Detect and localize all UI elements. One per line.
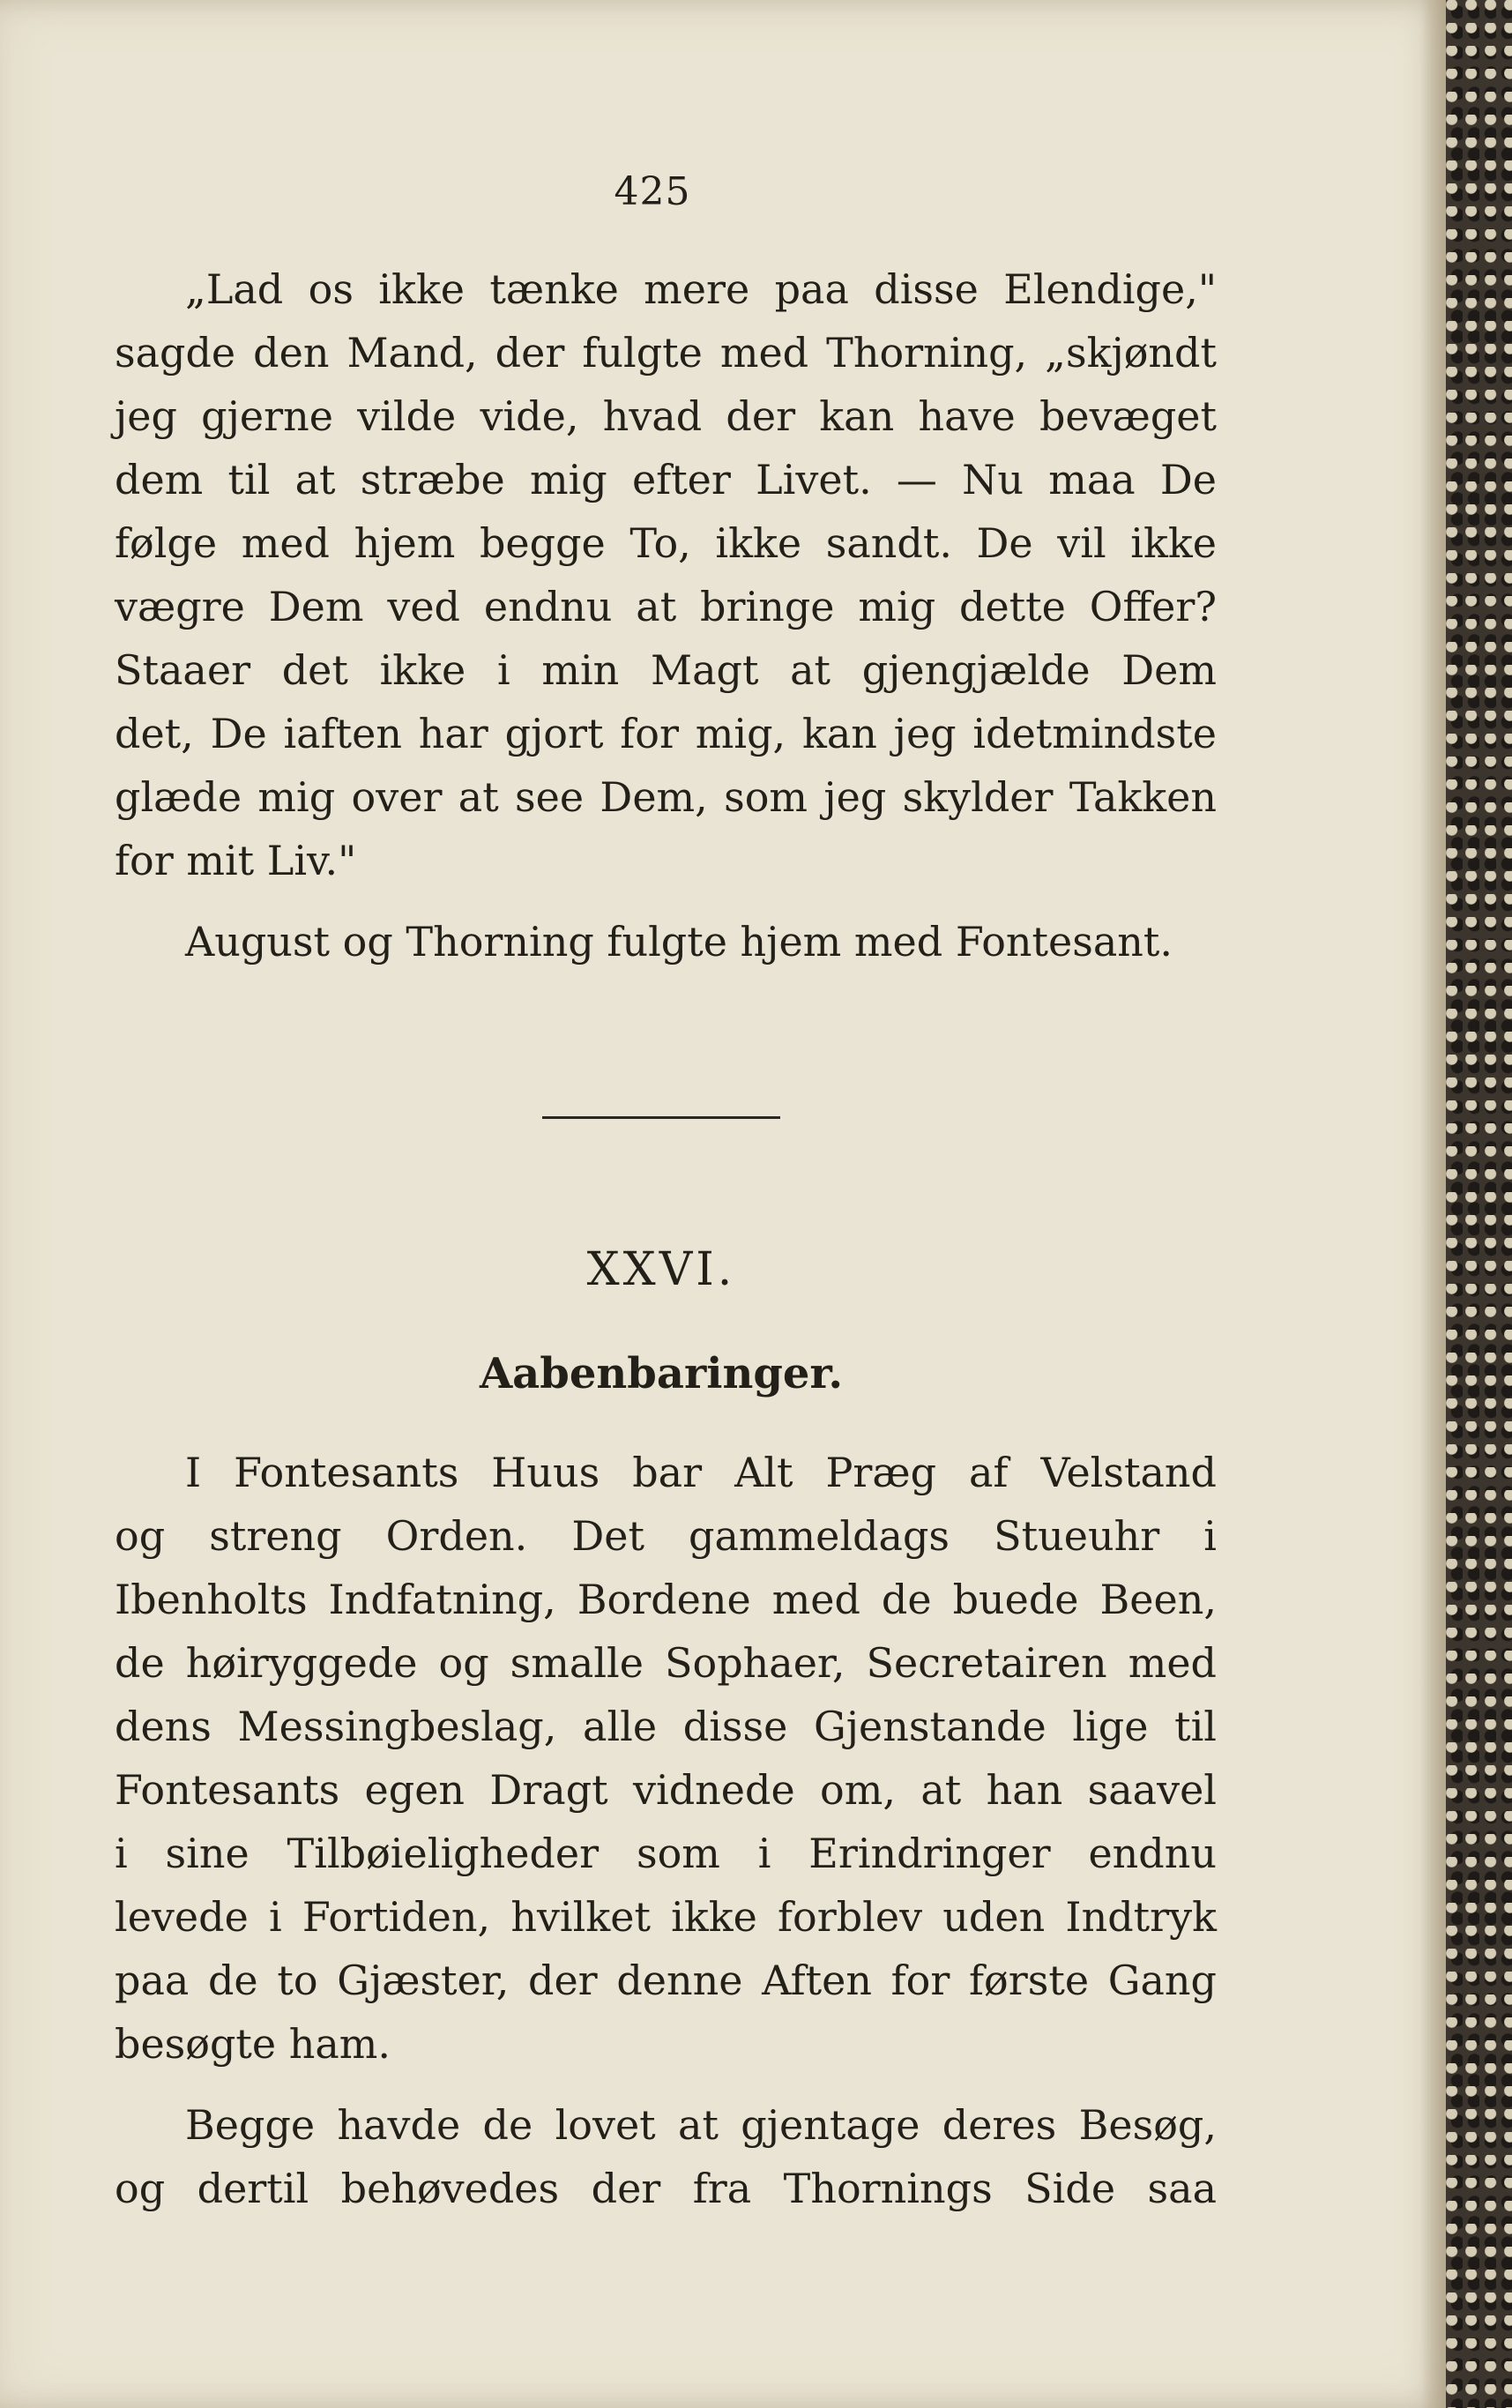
chapter-title: Aabenbaringer.: [479, 1349, 844, 1398]
chapter-number: XXVI.: [586, 1243, 736, 1296]
text-line: Fontesants egen Dragt vidnede om, at han saavel: [115, 1766, 1217, 1814]
text-line: de høiryggede og smalle Sophaer, Secretairen med: [115, 1639, 1217, 1687]
text-line: dens Messingbeslag, alle disse Gjenstande lige til: [115, 1703, 1217, 1750]
text-line: besøgte ham.: [115, 2020, 391, 2068]
text-line: for mit Liv.": [115, 837, 357, 884]
text-line: og dertil behøvedes der fra Thornings Side saa: [115, 2165, 1217, 2212]
text-line: Ibenholts Indfatning, Bordene med de buede Been,: [115, 1576, 1217, 1623]
text-line: jeg gjerne vilde vide, hvad der kan have bevæget: [115, 392, 1217, 440]
text-line: sagde den Mand, der fulgte med Thorning, „skjøndt: [115, 329, 1217, 376]
text-line: Staaer det ikke i min Magt at gjengjælde Dem: [115, 646, 1217, 694]
book-binding: [1446, 0, 1512, 2408]
page-edge-shadow: [1421, 0, 1448, 2408]
paragraph-departure: [115, 910, 1217, 973]
text-line: det, De iaften har gjort for mig, kan jeg idetmindste: [115, 710, 1217, 757]
text-line: glæde mig over at see Dem, som jeg skylder Takken: [115, 773, 1217, 821]
paragraph-house: [115, 1441, 1217, 2076]
page-number: 425: [614, 169, 691, 214]
text-line: og streng Orden. Det gammeldags Stueuhr i: [115, 1512, 1217, 1560]
paragraph-visit: [115, 2093, 1217, 2220]
text-line: I Fontesants Huus bar Alt Præg af Velstand: [185, 1449, 1217, 1496]
text-line: paa de to Gjæster, der denne Aften for første Gang: [115, 1957, 1217, 2004]
text-line: følge med hjem begge To, ikke sandt. De vil ikke: [115, 519, 1217, 567]
section-divider: [542, 1116, 780, 1119]
text-line: dem til at stræbe mig efter Livet. — Nu maa De: [115, 456, 1217, 503]
text-line: „Lad os ikke tænke mere paa disse Elendige,": [185, 265, 1217, 313]
text-line: i sine Tilbøieligheder som i Erindringer endnu: [115, 1830, 1217, 1877]
text-line: levede i Fortiden, hvilket ikke forblev uden Indtryk: [115, 1893, 1217, 1941]
paragraph-dialogue: [115, 257, 1217, 892]
text-line: vægre Dem ved endnu at bringe mig dette Offer?: [115, 583, 1217, 630]
text-line: Begge havde de lovet at gjentage deres Besøg,: [185, 2101, 1217, 2149]
text-line: August og Thorning fulgte hjem med Fontesant.: [185, 918, 1173, 965]
